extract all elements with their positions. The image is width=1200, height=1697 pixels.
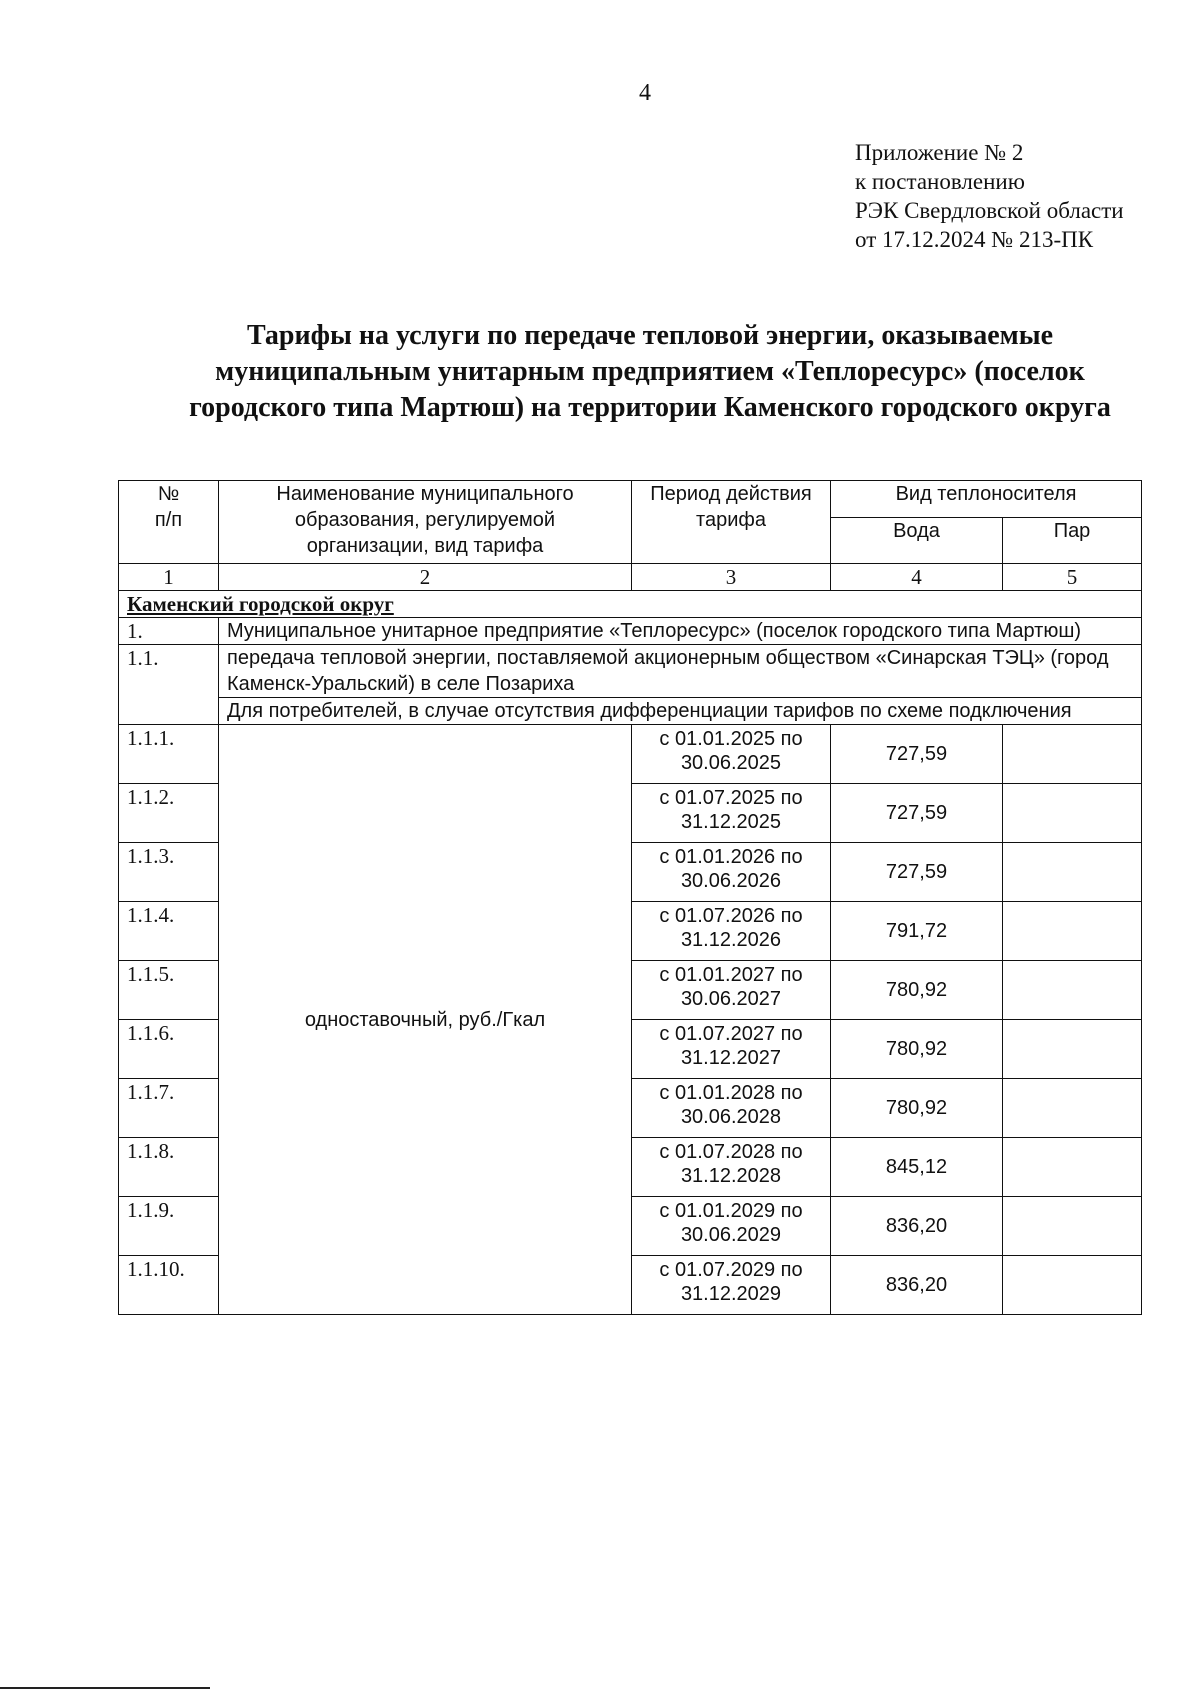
service-row bbox=[119, 645, 1142, 698]
row-steam-value bbox=[1003, 961, 1142, 1020]
appendix-line: от 17.12.2024 № 213-ПК bbox=[855, 227, 1094, 252]
header-carrier: Вид теплоносителя bbox=[831, 481, 1142, 518]
row-period bbox=[632, 1138, 831, 1197]
title-line: городского типа Мартюш) на территории Каменского городского округа bbox=[189, 392, 1111, 423]
row-period bbox=[632, 784, 831, 843]
header-period bbox=[632, 481, 831, 564]
row-num: 1.1.5. bbox=[119, 961, 219, 1020]
period-start: с 01.07.2027 по bbox=[659, 1023, 803, 1045]
period-end: 31.12.2029 bbox=[680, 1283, 782, 1305]
tariff-type: одноставочный, руб./Гкал bbox=[219, 725, 632, 1315]
period-end: 31.12.2028 bbox=[680, 1165, 782, 1187]
row-steam-value bbox=[1003, 725, 1142, 784]
service-num: 1.1. bbox=[119, 645, 219, 725]
header-num-line: п/п bbox=[154, 509, 183, 531]
column-number: 2 bbox=[219, 564, 632, 591]
row-period bbox=[632, 1197, 831, 1256]
header-num bbox=[119, 481, 219, 564]
appendix-line: к постановлению bbox=[855, 169, 1025, 194]
column-number-row bbox=[119, 564, 1142, 591]
org-name: Муниципальное унитарное предприятие «Теплоресурс» (поселок городского типа Мартюш) bbox=[219, 618, 1142, 645]
period-end: 30.06.2025 bbox=[680, 752, 782, 774]
period-end: 31.12.2027 bbox=[680, 1047, 782, 1069]
period-start: с 01.01.2026 по bbox=[659, 846, 803, 868]
period-start: с 01.07.2029 по bbox=[659, 1259, 803, 1281]
header-num-line: № bbox=[157, 483, 180, 505]
row-num: 1.1.3. bbox=[119, 843, 219, 902]
row-period bbox=[632, 843, 831, 902]
row-num: 1.1.10. bbox=[119, 1256, 219, 1315]
row-steam-value bbox=[1003, 902, 1142, 961]
column-number: 5 bbox=[1003, 564, 1142, 591]
row-steam-value bbox=[1003, 1138, 1142, 1197]
row-water-value: 845,12 bbox=[831, 1138, 1003, 1197]
service-desc: передача тепловой энергии, поставляемой акционерным обществом «Синарская ТЭЦ» (город Каменск-Уральский) в селе Позариха bbox=[219, 645, 1142, 698]
row-period bbox=[632, 1020, 831, 1079]
row-water-value: 780,92 bbox=[831, 961, 1003, 1020]
period-end: 31.12.2025 bbox=[680, 811, 782, 833]
period-start: с 01.01.2028 по bbox=[659, 1082, 803, 1104]
row-steam-value bbox=[1003, 1020, 1142, 1079]
row-water-value: 780,92 bbox=[831, 1020, 1003, 1079]
document-title bbox=[150, 318, 1150, 426]
row-num: 1.1.2. bbox=[119, 784, 219, 843]
header-name-line: образования, регулируемой bbox=[294, 509, 556, 531]
row-steam-value bbox=[1003, 784, 1142, 843]
row-steam-value bbox=[1003, 1197, 1142, 1256]
period-start: с 01.07.2028 по bbox=[659, 1141, 803, 1163]
period-start: с 01.07.2026 по bbox=[659, 905, 803, 927]
row-water-value: 791,72 bbox=[831, 902, 1003, 961]
org-row bbox=[119, 618, 1142, 645]
period-end: 30.06.2028 bbox=[680, 1106, 782, 1128]
row-num: 1.1.4. bbox=[119, 902, 219, 961]
appendix-line: Приложение № 2 bbox=[855, 140, 1024, 165]
tariff-table bbox=[118, 480, 1142, 1315]
period-start: с 01.01.2025 по bbox=[659, 728, 803, 750]
row-steam-value bbox=[1003, 843, 1142, 902]
row-steam-value bbox=[1003, 1079, 1142, 1138]
column-number: 1 bbox=[119, 564, 219, 591]
section-row bbox=[119, 591, 1142, 618]
header-steam: Пар bbox=[1003, 518, 1142, 564]
section-title: Каменский городской округ bbox=[119, 591, 1142, 618]
row-water-value: 727,59 bbox=[831, 725, 1003, 784]
header-name-line: Наименование муниципального bbox=[276, 483, 574, 505]
row-water-value: 836,20 bbox=[831, 1197, 1003, 1256]
table-row bbox=[119, 725, 1142, 784]
period-end: 30.06.2029 bbox=[680, 1224, 782, 1246]
row-num: 1.1.7. bbox=[119, 1079, 219, 1138]
period-end: 30.06.2026 bbox=[680, 870, 782, 892]
header-period-line: Период действия bbox=[650, 483, 812, 505]
period-end: 31.12.2026 bbox=[680, 929, 782, 951]
consumer-row bbox=[119, 698, 1142, 725]
period-start: с 01.01.2027 по bbox=[659, 964, 803, 986]
header-water: Вода bbox=[831, 518, 1003, 564]
period-start: с 01.07.2025 по bbox=[659, 787, 803, 809]
org-num: 1. bbox=[119, 618, 219, 645]
title-line: Тарифы на услуги по передаче тепловой энергии, оказываемые bbox=[246, 320, 1054, 351]
row-water-value: 780,92 bbox=[831, 1079, 1003, 1138]
row-num: 1.1.6. bbox=[119, 1020, 219, 1079]
row-period bbox=[632, 1256, 831, 1315]
header-row bbox=[119, 481, 1142, 518]
header-period-line: тарифа bbox=[696, 509, 766, 531]
appendix-line: РЭК Свердловской области bbox=[855, 198, 1124, 223]
title-line: муниципальным унитарным предприятием «Теплоресурс» (поселок bbox=[215, 356, 1085, 387]
header-name-line: организации, вид тарифа bbox=[306, 535, 544, 557]
page-number: 4 bbox=[639, 80, 651, 106]
row-period bbox=[632, 961, 831, 1020]
column-number: 4 bbox=[831, 564, 1003, 591]
header-name bbox=[219, 481, 632, 564]
consumer-note: Для потребителей, в случае отсутствия дифференциации тарифов по схеме подключения bbox=[219, 698, 1142, 725]
row-water-value: 836,20 bbox=[831, 1256, 1003, 1315]
row-water-value: 727,59 bbox=[831, 843, 1003, 902]
period-start: с 01.01.2029 по bbox=[659, 1200, 803, 1222]
appendix-block bbox=[855, 138, 1124, 254]
row-num: 1.1.1. bbox=[119, 725, 219, 784]
column-number: 3 bbox=[632, 564, 831, 591]
row-water-value: 727,59 bbox=[831, 784, 1003, 843]
row-num: 1.1.9. bbox=[119, 1197, 219, 1256]
row-period bbox=[632, 1079, 831, 1138]
row-steam-value bbox=[1003, 1256, 1142, 1315]
row-period bbox=[632, 725, 831, 784]
row-period bbox=[632, 902, 831, 961]
period-end: 30.06.2027 bbox=[680, 988, 782, 1010]
footer-rule bbox=[0, 1687, 210, 1689]
row-num: 1.1.8. bbox=[119, 1138, 219, 1197]
